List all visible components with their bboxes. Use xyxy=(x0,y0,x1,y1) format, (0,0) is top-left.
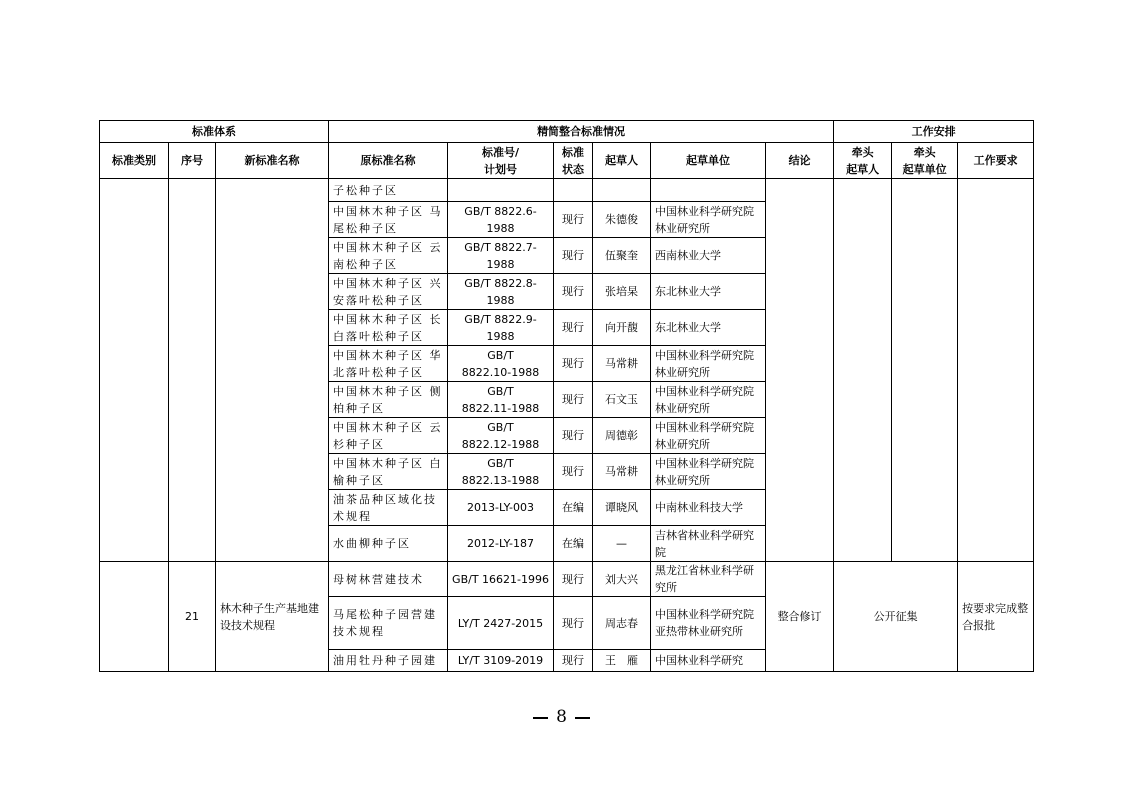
cell-std-no: GB/T 16621-1996 xyxy=(448,562,554,597)
cell-std-no: GB/T 8822.10-1988 xyxy=(448,346,554,382)
cell-status: 现行 xyxy=(554,238,593,274)
cell-drafter: 周志春 xyxy=(593,597,651,650)
cell-unit: 中国林业科学研究院亚热带林业研究所 xyxy=(651,597,766,650)
cell-lead: 公开征集 xyxy=(834,562,958,672)
cell-std-no: GB/T 8822.7-1988 xyxy=(448,238,554,274)
cell-status: 现行 xyxy=(554,418,593,454)
cell-std-no: 2012-LY-187 xyxy=(448,526,554,562)
cell-drafter: 谭晓风 xyxy=(593,490,651,526)
cell-status: 现行 xyxy=(554,454,593,490)
cell-orig-name: 中国林木种子区 侧柏种子区 xyxy=(329,382,448,418)
cell-drafter: 马常耕 xyxy=(593,346,651,382)
cell-drafter: — xyxy=(593,526,651,562)
col-category: 标准类别 xyxy=(100,143,169,179)
cell-requirement xyxy=(958,179,1034,562)
cell-unit: 中国林业科学研究院林业研究所 xyxy=(651,454,766,490)
cell-category xyxy=(100,179,169,562)
col-status: 标准 状态 xyxy=(554,143,593,179)
cell-std-no: GB/T 8822.12-1988 xyxy=(448,418,554,454)
cell-orig-name: 中国林木种子区 兴安落叶松种子区 xyxy=(329,274,448,310)
cell-lead-unit xyxy=(892,179,958,562)
cell-orig-name: 油用牡丹种子园建 xyxy=(329,650,448,672)
cell-unit: 中国林业科学研究院林业研究所 xyxy=(651,202,766,238)
col-conclusion: 结论 xyxy=(766,143,834,179)
cell-unit: 东北林业大学 xyxy=(651,310,766,346)
cell-orig-name: 马尾松种子园营建技术规程 xyxy=(329,597,448,650)
cell-conclusion: 整合修订 xyxy=(766,562,834,672)
cell-unit: 中国林业科学研究院林业研究所 xyxy=(651,346,766,382)
cell-orig-name: 中国林木种子区 云杉种子区 xyxy=(329,418,448,454)
cell-drafter: 石文玉 xyxy=(593,382,651,418)
cell-std-no: GB/T 8822.9-1988 xyxy=(448,310,554,346)
cell-orig-name: 中国林木种子区 云南松种子区 xyxy=(329,238,448,274)
cell-std-no: GB/T 8822.11-1988 xyxy=(448,382,554,418)
cell-orig-name: 中国林木种子区 白榆种子区 xyxy=(329,454,448,490)
cell-std-no xyxy=(448,179,554,202)
cell-status: 现行 xyxy=(554,382,593,418)
cell-drafter: 王 雁 xyxy=(593,650,651,672)
cell-status: 现行 xyxy=(554,310,593,346)
standards-table xyxy=(99,120,1034,672)
cell-status: 现行 xyxy=(554,346,593,382)
cell-requirement: 按要求完成整合报批 xyxy=(958,562,1034,672)
page-number: 8 xyxy=(556,707,567,727)
cell-unit: 中南林业科技大学 xyxy=(651,490,766,526)
cell-new-name: 林木种子生产基地建设技术规程 xyxy=(216,562,329,672)
cell-orig-name: 油茶品种区域化技术规程 xyxy=(329,490,448,526)
cell-status xyxy=(554,179,593,202)
cell-drafter: 伍聚奎 xyxy=(593,238,651,274)
cell-category xyxy=(100,562,169,672)
cell-orig-name: 水曲柳种子区 xyxy=(329,526,448,562)
cell-new-name xyxy=(216,179,329,562)
cell-unit xyxy=(651,179,766,202)
col-seq: 序号 xyxy=(169,143,216,179)
cell-unit: 东北林业大学 xyxy=(651,274,766,310)
dash-right xyxy=(575,717,590,719)
cell-status: 在编 xyxy=(554,490,593,526)
cell-unit: 西南林业大学 xyxy=(651,238,766,274)
cell-seq xyxy=(169,179,216,562)
cell-unit: 吉林省林业科学研究院 xyxy=(651,526,766,562)
cell-std-no: LY/T 3109-2019 xyxy=(448,650,554,672)
page-footer xyxy=(0,707,1123,727)
table-row xyxy=(100,179,1034,202)
cell-std-no: GB/T 8822.13-1988 xyxy=(448,454,554,490)
cell-drafter: 马常耕 xyxy=(593,454,651,490)
header-work-arrangement: 工作安排 xyxy=(834,121,1034,143)
cell-status: 现行 xyxy=(554,274,593,310)
cell-lead-drafter xyxy=(834,179,892,562)
col-unit: 起草单位 xyxy=(651,143,766,179)
header-standard-system: 标准体系 xyxy=(100,121,329,143)
cell-drafter: 刘大兴 xyxy=(593,562,651,597)
col-orig-name: 原标准名称 xyxy=(329,143,448,179)
cell-status: 现行 xyxy=(554,597,593,650)
cell-std-no: 2013-LY-003 xyxy=(448,490,554,526)
cell-std-no: LY/T 2427-2015 xyxy=(448,597,554,650)
header-consolidation: 精简整合标准情况 xyxy=(329,121,834,143)
cell-orig-name: 中国林木种子区 长白落叶松种子区 xyxy=(329,310,448,346)
cell-status: 现行 xyxy=(554,562,593,597)
cell-orig-name: 中国林木种子区 马尾松种子区 xyxy=(329,202,448,238)
cell-status: 现行 xyxy=(554,650,593,672)
cell-drafter: 朱德俊 xyxy=(593,202,651,238)
cell-drafter xyxy=(593,179,651,202)
cell-status: 在编 xyxy=(554,526,593,562)
dash-left xyxy=(533,717,548,719)
col-drafter: 起草人 xyxy=(593,143,651,179)
col-lead-drafter: 牵头 起草人 xyxy=(834,143,892,179)
cell-std-no: GB/T 8822.6-1988 xyxy=(448,202,554,238)
cell-unit: 中国林业科学研究院林业研究所 xyxy=(651,382,766,418)
col-requirement: 工作要求 xyxy=(958,143,1034,179)
cell-orig-name: 子松种子区 xyxy=(329,179,448,202)
cell-orig-name: 中国林木种子区 华北落叶松种子区 xyxy=(329,346,448,382)
col-new-name: 新标准名称 xyxy=(216,143,329,179)
cell-drafter: 周德彰 xyxy=(593,418,651,454)
cell-unit: 中国林业科学研究院林业研究所 xyxy=(651,418,766,454)
cell-conclusion xyxy=(766,179,834,562)
cell-status: 现行 xyxy=(554,202,593,238)
cell-seq: 21 xyxy=(169,562,216,672)
col-std-no: 标准号/ 计划号 xyxy=(448,143,554,179)
cell-drafter: 向开馥 xyxy=(593,310,651,346)
table-row xyxy=(100,562,1034,597)
cell-std-no: GB/T 8822.8-1988 xyxy=(448,274,554,310)
cell-orig-name: 母树林营建技术 xyxy=(329,562,448,597)
col-lead-unit: 牵头 起草单位 xyxy=(892,143,958,179)
cell-drafter: 张培杲 xyxy=(593,274,651,310)
cell-unit: 黑龙江省林业科学研究所 xyxy=(651,562,766,597)
cell-unit: 中国林业科学研究 xyxy=(651,650,766,672)
